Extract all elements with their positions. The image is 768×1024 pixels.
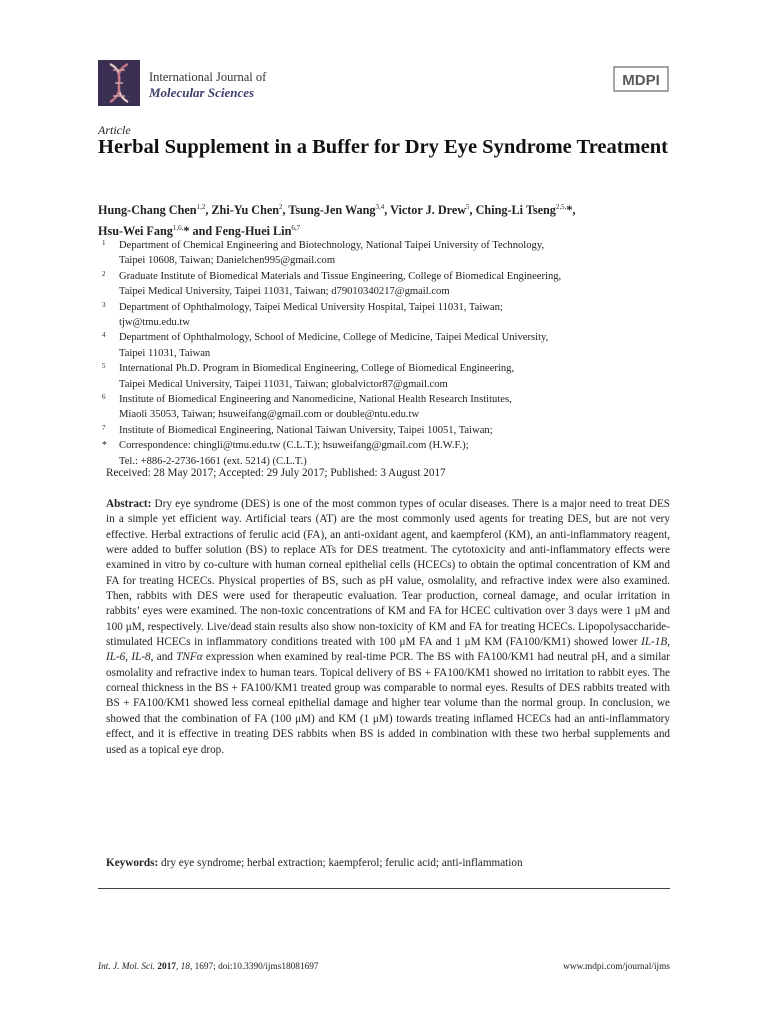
- abstract-label: Abstract:: [106, 498, 152, 510]
- author: Tsung-Jen Wang$^{3,4}$,: [288, 203, 391, 218]
- author: Hung-Chang Chen$^{1,2}$,: [98, 203, 212, 218]
- author: Feng-Huei Lin$^{6,7}$: [215, 224, 301, 239]
- journal-name: [149, 69, 266, 101]
- affiliation-item: 5 International Ph.D. Program in Biomedical Engineering, College of Biomedical Engineering, Taipei Medical University, Taipei 11031, Taiwan; globalvictor87@gmail.com: [102, 362, 515, 390]
- gene-name: IL-6: [106, 651, 126, 664]
- affiliation-item: 2 Graduate Institute of Biomedical Materials and Tissue Engineering, College of Biomedical Engineering, Taipei Medical University, Taipei 11031, Taiwan; d79010340217@gmail.com: [102, 269, 562, 298]
- correspondence: * Correspondence: chingli@tmu.edu.tw (C.L.T.); hsuweifang@gmail.com (H.W.F.); Tel.: +886-2-2736-1661 (ext. 5214) (C.L.T.): [102, 440, 469, 467]
- journal-name-line1: International Journal of: [149, 70, 267, 84]
- mdpi-logo-text: MDPI: [622, 72, 660, 89]
- abstract: Abstract: Dry eye syndrome (DES) is one of the most common types of ocular diseases. There is a major need to treat DES in a simple yet efficient way. Artificial tears (AT) are the most commonly used agents for treating DES, but are not very effective. Herbal extractions of ferulic acid (FA), an anti-oxidant agent, and kaempferol (KM), an anti-inflammatory reagent, were added to buffer solution (BS) to replace ATs for DES treatment. The cytotoxicity and anti-inflammatory effects were examined in vitro by co-culture with human corneal epithelial cells (HCECs) to obtain the optimal concentration of KM and FA for treating HCECs. Physical properties of BS, such as pH value, osmolality, and refractive index were also examined. Then, rabbits with DES were used for therapeutic evaluation. Tear production, corneal damage, and ocular irritation in rabbits’ eyes were examined. The non-toxic concentrations of KM and FA for HCEC cultivation over 3 days were 1 μM and 100 μM, respectively. Live/dead stain results also show non-toxicity of KM and FA for treating HCECs. Lipopolysaccharide-stimulated HCECs in inflammatory conditions treated with 100 μM FA and 1 μM KM (FA100/KM1) showed lower IL-1B, IL-6, IL-8, and TNFα expression when examined by real-time PCR. The BS with FA100/KM1 had neutral pH, and a similar osmolality and refractive index to human tears. Topical delivery of BS + FA100/KM1 showed no irritation to rabbit eyes. The corneal thickness in the BS + FA100/KM1 treated group was comparable to normal eyes. Results of DES rabbits treated with BS + FA100/KM1 showed less corneal epithelial damage and higher tear volume than the normal group. In conclusion, we showed that the combination of FA (100 μM) and KM (1 μM) towards treating inflamed HCECs had an anti-inflammatory effect, and it is effective in treating DES rabbits when BS is added in combination with these two herbal supplements and used as a topical eye drop.: [106, 498, 671, 756]
- affiliation-item: 6 Institute of Biomedical Engineering and Nanomedicine, National Health Research Institutes, Miaoli 35053, Taiwan; hsuweifang@gmail.com or double@ntu.edu.tw: [102, 393, 512, 421]
- journal-name-line2: Molecular Sciences: [149, 85, 255, 100]
- keywords-label: Keywords:: [106, 857, 159, 869]
- affiliation-item: 3 Department of Ophthalmology, Taipei Medical University Hospital, Taipei 11031, Taiwan; tjw@tmu.edu.tw: [102, 300, 503, 329]
- gene-name: TNFα: [176, 651, 203, 664]
- author: Victor J. Drew$^5$,: [390, 203, 476, 218]
- abstract-text: Dry eye syndrome (DES) is one of the most common types of ocular diseases. There is a major need to treat DES in a simple yet efficient way. Artificial tears (AT) are the most commonly used agents for treating DES, but are not very effective. Herbal extractions of ferulic acid (FA), an anti-oxidant agent, and kaempferol (KM), an anti-inflammatory reagent, were added to buffer solution (BS) to replace ATs for DES treatment. The cytotoxicity and anti-inflammatory effects were examined in vitro by co-culture with human corneal epithelial cells (HCECs) to obtain the optimal concentration of KM and FA for treating HCECs. Physical properties of BS, such as pH value, osmolality, and refractive index were also examined. Then, rabbits with DES were used for therapeutic evaluation. Tear production, corneal damage, and ocular irritation in rabbits’ eyes were examined. The non-toxic concentrations of KM and FA for HCEC cultivation over 3 days were 1 μM and 100 μM, respectively. Live/dead stain results also show non-toxicity of KM and FA for treating HCECs. Lipopolysaccharide-stimulated HCECs in inflammatory conditions treated with 100 μM FA and 1 μM KM (FA100/KM1) showed lower: [106, 498, 671, 649]
- affiliation-item: 4 Department of Ophthalmology, School of Medicine, College of Medicine, Taipei Medical University, Taipei 11031, Taiwan: [102, 331, 549, 359]
- section-divider: [98, 888, 670, 889]
- page-title: Herbal Supplement in a Buffer for Dry Eye Syndrome Treatment: [98, 136, 668, 158]
- keywords-text: dry eye syndrome; herbal extraction; kaempferol; ferulic acid; anti-inflammation: [161, 857, 523, 869]
- citation-footer: Int. J. Mol. Sci. 2017, 18, 1697; doi:10.3390/ijms18081697: [98, 962, 319, 972]
- publication-dates: Received: 28 May 2017; Accepted: 29 July 2017; Published: 3 August 2017: [106, 467, 446, 479]
- author: Ching-Li Tseng$^{2,5,}$*,: [475, 203, 576, 218]
- author: Hsu-Wei Fang$^{1,6,}$* and: [98, 224, 216, 239]
- journal-url-link[interactable]: www.mdpi.com/journal/ijms: [563, 962, 670, 972]
- journal-logo-icon: [98, 60, 140, 106]
- mdpi-logo-icon: [610, 64, 672, 94]
- gene-name: IL-1B: [641, 636, 668, 649]
- affiliation-item: 7 Institute of Biomedical Engineering, National Taiwan University, Taipei 10051, Taiwan;: [102, 423, 493, 436]
- article-type: Article: [98, 123, 131, 137]
- author-list: [98, 198, 678, 240]
- author: Zhi-Yu Chen$^2$,: [211, 203, 289, 218]
- keywords: [106, 857, 670, 869]
- gene-name: IL-8: [131, 651, 151, 664]
- abstract-text-cont: expression when examined by real-time PCR. The BS with FA100/KM1 had neutral pH, and a similar osmolality and refractive index to human tears. Topical delivery of BS + FA100/KM1 showed no irritation to rabbit eyes. The corneal thickness in the BS + FA100/KM1 treated group was comparable to normal eyes. Results of DES rabbits treated with BS + FA100/KM1 showed less corneal epithelial damage and higher tear volume than the normal group. In conclusion, we showed that the combination of FA (100 μM) and KM (1 μM) towards treating inflamed HCECs had an anti-inflammatory effect, and it is effective in treating DES rabbits when BS is added in combination with these two herbal supplements and used as a topical eye drop.: [106, 651, 670, 756]
- affiliation-item: 1 Department of Chemical Engineering and Biotechnology, National Taipei University of Technology, Taipei 10608, Taiwan; Danielchen995@gmail.com: [102, 239, 545, 267]
- affiliation-list: [98, 238, 678, 469]
